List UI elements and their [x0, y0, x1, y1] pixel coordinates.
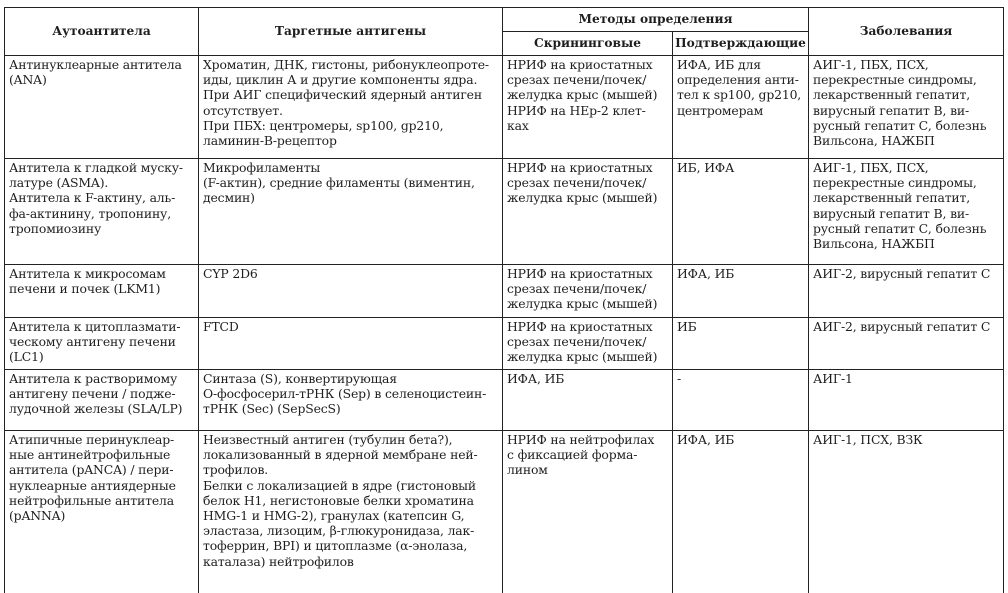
- header-autoantibodies: Аутоантитела: [5, 8, 199, 56]
- header-diseases: Заболевания: [809, 8, 1004, 56]
- header-row-1: [5, 8, 1004, 32]
- cell-antigens: CYP 2D6: [199, 265, 503, 318]
- header-target-antigens: Таргетные антигены: [199, 8, 503, 56]
- cell-confirming: ИБ: [673, 318, 809, 370]
- cell-diseases: АИГ-1, ПСХ, ВЗК: [809, 431, 1004, 593]
- cell-autoantibody: Антитела к гладкой муску- латуре (ASMA). Антитела к F-актину, аль- фа-актинину, тропонину, тропомиозину: [5, 159, 199, 265]
- cell-antigens: Неизвестный антиген (тубулин бета?), локализованный в ядерной мембране ней- трофилов. Белки с локализацией в ядре (гистоновый белок H1, негистоновые белки хроматина HMG-1 и HMG-2), гранулах (катепсин G, эластаза, лизоцим, β-глюкуронидаза, лак- тоферрин, BPI) и цитоплазме (α-энолаза, каталаза) нейтрофилов: [199, 431, 503, 593]
- header-methods: Методы определения: [503, 8, 809, 32]
- cell-autoantibody: Антитела к растворимому антигену печени / подже- лудочной железы (SLA/LP): [5, 370, 199, 431]
- cell-screening: ИФА, ИБ: [503, 370, 673, 431]
- cell-antigens: FTCD: [199, 318, 503, 370]
- cell-autoantibody: Антитела к цитоплазмати- ческому антигену печени (LC1): [5, 318, 199, 370]
- cell-confirming: -: [673, 370, 809, 431]
- cell-confirming: ИБ, ИФА: [673, 159, 809, 265]
- cell-diseases: АИГ-1, ПБХ, ПСХ, перекрестные синдромы, лекарственный гепатит, вирусный гепатит В, ви- русный гепатит С, болезнь Вильсона, НАЖБП: [809, 159, 1004, 265]
- cell-antigens: Микрофиламенты (F-актин), средние филаменты (виментин, десмин): [199, 159, 503, 265]
- cell-diseases: АИГ-2, вирусный гепатит С: [809, 318, 1004, 370]
- table-body: [5, 56, 1004, 593]
- table-header: [5, 8, 1004, 56]
- header-confirming: Подтверждающие: [673, 32, 809, 56]
- autoantibody-table-container: [4, 7, 1003, 593]
- table-row: [5, 370, 1004, 431]
- cell-screening: НРИФ на криостатных срезах печени/почек/ желудка крыс (мышей): [503, 265, 673, 318]
- cell-screening: НРИФ на криостатных срезах печени/почек/ желудка крыс (мышей): [503, 159, 673, 265]
- cell-screening: НРИФ на нейтрофилах с фиксацией форма- лином: [503, 431, 673, 593]
- table-row: [5, 159, 1004, 265]
- autoantibody-table: [4, 7, 1004, 593]
- table-row: [5, 431, 1004, 593]
- cell-autoantibody: Атипичные перинуклеар- ные антинейтрофильные антитела (pANCA) / пери- нуклеарные антиядерные нейтрофильные антитела (pANNA): [5, 431, 199, 593]
- cell-screening: НРИФ на криостатных срезах печени/почек/ желудка крыс (мышей) НРИФ на НЕр-2 клет- ках: [503, 56, 673, 159]
- header-screening: Скрининговые: [503, 32, 673, 56]
- cell-autoantibody: Антитела к микросомам печени и почек (LKM1): [5, 265, 199, 318]
- cell-diseases: АИГ-2, вирусный гепатит С: [809, 265, 1004, 318]
- table-row: [5, 318, 1004, 370]
- cell-diseases: АИГ-1: [809, 370, 1004, 431]
- cell-diseases: АИГ-1, ПБХ, ПСХ, перекрестные синдромы, лекарственный гепатит, вирусный гепатит В, ви- русный гепатит С, болезнь Вильсона, НАЖБП: [809, 56, 1004, 159]
- cell-antigens: Хроматин, ДНК, гистоны, рибонуклеопроте- иды, циклин А и другие компоненты ядра. При АИГ специфический ядерный антиген отсутствует. При ПБХ: центромеры, sp100, gp210, ламинин-В-рецептор: [199, 56, 503, 159]
- table-row: [5, 265, 1004, 318]
- cell-confirming: ИФА, ИБ: [673, 431, 809, 593]
- table-row: [5, 56, 1004, 159]
- cell-autoantibody: Антинуклеарные антитела (ANA): [5, 56, 199, 159]
- cell-confirming: ИФА, ИБ: [673, 265, 809, 318]
- cell-antigens: Синтаза (S), конвертирующая О-фосфосерил-тРНК (Sep) в селеноцистеин- тРНК (Sec) (SepSecS): [199, 370, 503, 431]
- cell-confirming: ИФА, ИБ для определения анти- тел к sp100, gp210, центромерам: [673, 56, 809, 159]
- cell-screening: НРИФ на криостатных срезах печени/почек/ желудка крыс (мышей): [503, 318, 673, 370]
